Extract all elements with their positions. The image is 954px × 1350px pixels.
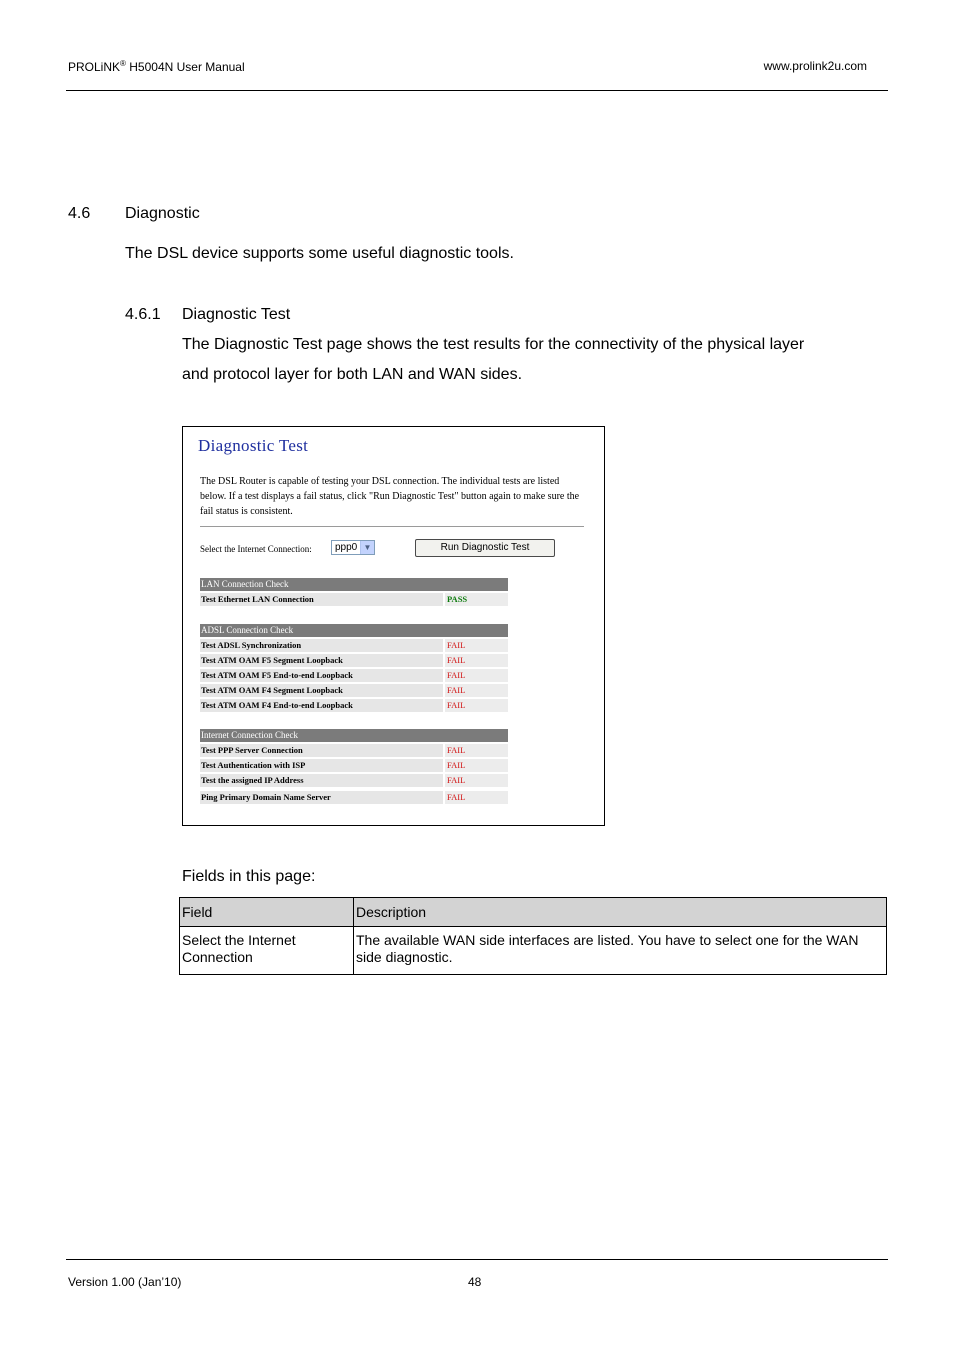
header-url: www.prolink2u.com — [763, 59, 867, 73]
fields-table — [179, 897, 887, 975]
footer-version: Version 1.00 (Jan’10) — [68, 1275, 182, 1289]
section-number: 4.6 — [68, 205, 91, 222]
chevron-down-icon[interactable]: ▼ — [360, 541, 374, 554]
test-result: FAIL — [445, 759, 508, 772]
subsection-number: 4.6.1 — [125, 306, 161, 323]
lan-check-heading: LAN Connection Check — [200, 578, 508, 591]
table-row — [180, 927, 887, 975]
table-header-row — [180, 898, 887, 927]
registered-mark: ® — [120, 59, 126, 68]
diagnostic-test-screenshot — [182, 426, 605, 826]
test-label: Test the assigned IP Address — [200, 774, 443, 787]
column-header-field: Field — [180, 898, 354, 927]
manual-title: H5004N User Manual — [125, 60, 245, 74]
connection-select-value: ppp0 — [335, 542, 358, 553]
footer-rule — [66, 1259, 888, 1260]
run-diagnostic-test-button[interactable]: Run Diagnostic Test — [415, 539, 555, 557]
test-label: Test ATM OAM F4 Segment Loopback — [200, 684, 443, 697]
result-row — [200, 774, 508, 787]
subsection-title: Diagnostic Test — [182, 306, 291, 323]
test-result: FAIL — [445, 699, 508, 712]
test-label: Test Ethernet LAN Connection — [200, 593, 443, 606]
adsl-check-heading: ADSL Connection Check — [200, 624, 508, 637]
test-label: Test ATM OAM F5 End-to-end Loopback — [200, 669, 443, 682]
page-number: 48 — [468, 1275, 482, 1289]
column-header-description: Description — [354, 898, 887, 927]
result-row — [200, 669, 508, 682]
result-row — [200, 654, 508, 667]
description-cell: The available WAN side interfaces are listed. You have to select one for the WAN side diagnostic. — [354, 927, 887, 975]
field-cell: Select the Internet Connection — [180, 927, 354, 975]
subsection-paragraph-line1: The Diagnostic Test page shows the test results for the connectivity of the physical layer — [182, 336, 805, 353]
result-row — [200, 684, 508, 697]
section-intro: The DSL device supports some useful diagnostic tools. — [125, 245, 514, 262]
test-result: FAIL — [445, 744, 508, 757]
test-result: FAIL — [445, 669, 508, 682]
header-title — [68, 59, 245, 74]
result-row — [200, 593, 508, 606]
section-title: Diagnostic — [125, 205, 200, 222]
screenshot-title: Diagnostic Test — [198, 436, 309, 455]
test-label: Test PPP Server Connection — [200, 744, 443, 757]
header-rule — [66, 90, 888, 91]
fields-intro: Fields in this page: — [182, 868, 316, 885]
connection-select[interactable] — [331, 540, 375, 555]
test-label: Test ATM OAM F4 End-to-end Loopback — [200, 699, 443, 712]
result-row — [200, 699, 508, 712]
test-label: Test Authentication with ISP — [200, 759, 443, 772]
result-row — [200, 639, 508, 652]
test-result: FAIL — [445, 774, 508, 787]
result-row — [200, 759, 508, 772]
test-result: FAIL — [445, 791, 508, 804]
test-result: FAIL — [445, 639, 508, 652]
result-row — [200, 791, 508, 804]
test-result: FAIL — [445, 684, 508, 697]
test-result: PASS — [445, 593, 508, 606]
test-label: Test ATM OAM F5 Segment Loopback — [200, 654, 443, 667]
screenshot-intro: The DSL Router is capable of testing your DSL connection. The individual tests are listed below. If a test displays a fail status, click "Run Diagnostic Test" button again to make sure the fail status is consistent. — [200, 476, 580, 517]
result-row — [200, 744, 508, 757]
screenshot-divider — [200, 526, 584, 527]
internet-check-heading: Internet Connection Check — [200, 729, 508, 742]
test-result: FAIL — [445, 654, 508, 667]
select-connection-label: Select the Internet Connection: — [200, 544, 312, 554]
brand-name: PROLiNK — [68, 60, 121, 74]
test-label: Ping Primary Domain Name Server — [200, 791, 443, 804]
subsection-paragraph-line2: and protocol layer for both LAN and WAN sides. — [182, 366, 523, 383]
test-label: Test ADSL Synchronization — [200, 639, 443, 652]
